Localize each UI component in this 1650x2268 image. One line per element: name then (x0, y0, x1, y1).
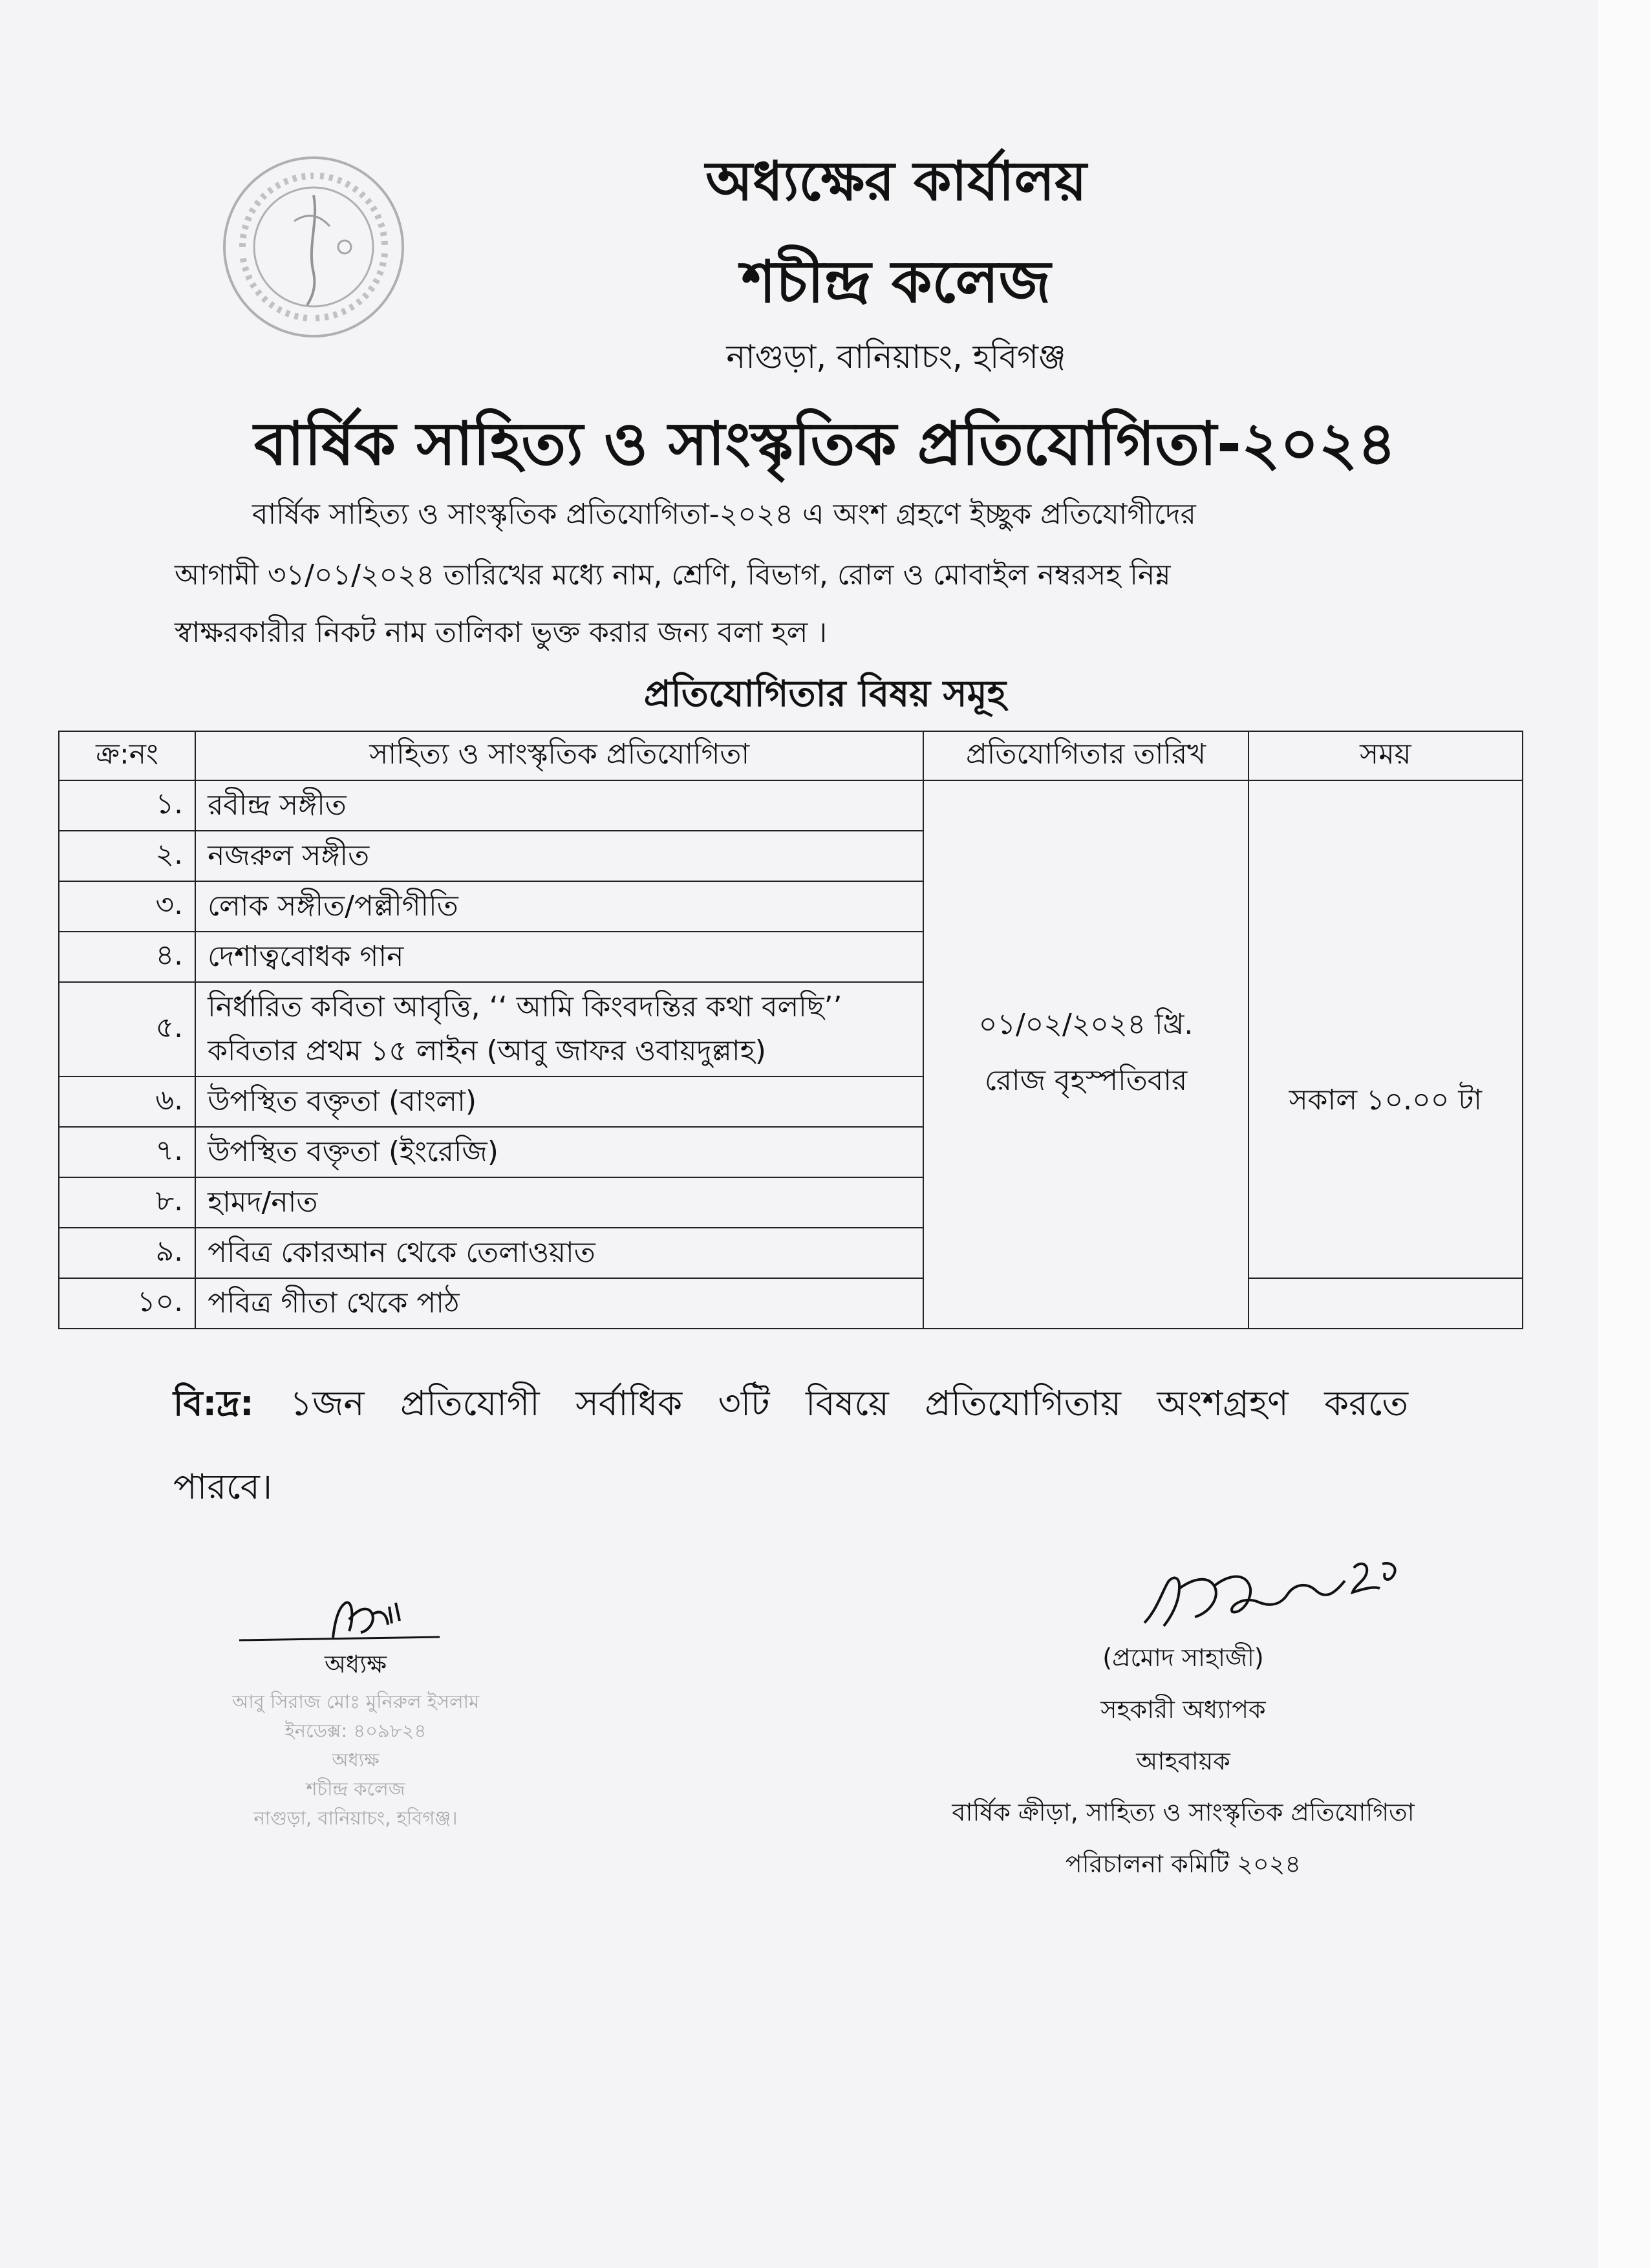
convener-signature-icon (1119, 1548, 1403, 1645)
row-competition-name (195, 780, 923, 831)
row-serial: ৩. (59, 881, 195, 932)
competition-name-line: কবিতার প্রথম ১৫ লাইন (আবু জাফর ওবায়দুল্লাহ) (208, 1034, 766, 1067)
stamp-address: নাগুড়া, বানিয়াচং, হবিগঞ্জ। (253, 1806, 458, 1829)
table-body (59, 780, 1523, 1329)
row-competition-name (195, 1127, 923, 1177)
row-competition-name (195, 1228, 923, 1278)
header-sl: ক্র:নং (59, 731, 195, 780)
notice-line-2: আগামী ৩১/০১/২০২৪ তারিখের মধ্যে নাম, শ্রেণি, বিভাগ, রোল ও মোবাইল নম্বরসহ নিম্ন (175, 559, 1171, 592)
college-name: শচীন্দ্র কলেজ (741, 248, 1051, 316)
competition-name-line: নির্ধারিত কবিতা আবৃত্তি, ‘‘ আমি কিংবদন্তির কথা বলছি’’ (208, 990, 842, 1023)
row-competition-name (195, 1076, 923, 1127)
header-time: সময় (1248, 731, 1523, 780)
competition-name-line: নজরুল সঙ্গীত (208, 839, 370, 872)
row-competition-name (195, 881, 923, 932)
note-line-1 (173, 1383, 1409, 1424)
stamp-designation: অধ্যক্ষ (332, 1748, 380, 1771)
event-title: বার্ষিক সাহিত্য ও সাংস্কৃতিক প্রতিযোগিতা-২০২৪ (253, 409, 1397, 478)
row-competition-name (195, 982, 923, 1076)
row-serial: ৭. (59, 1127, 195, 1177)
committee-line-1: বার্ষিক ক্রীড়া, সাহিত্য ও সাংস্কৃতিক প্রতিযোগিতা (952, 1798, 1415, 1827)
date-value: ০১/০২/২০২৪ খ্রি. (978, 1008, 1194, 1041)
row-serial: ৬. (59, 1076, 195, 1127)
header-competition: সাহিত্য ও সাংস্কৃতিক প্রতিযোগিতা (195, 731, 923, 780)
time-value: সকাল ১০.০০ টা (1289, 1084, 1483, 1117)
competition-name-line: লোক সঙ্গীত/পল্লীগীতি (208, 890, 458, 923)
date-weekday: রোজ বৃহস্পতিবার (984, 1064, 1188, 1097)
note-label: বি:দ্র: (173, 1383, 254, 1424)
principal-signature-icon (226, 1594, 485, 1652)
principal-stamp (149, 1687, 562, 1833)
convener-role: আহবায়ক (1136, 1746, 1230, 1775)
competition-time (1248, 780, 1523, 1278)
row-competition-name (195, 932, 923, 982)
convener-block (918, 1632, 1448, 1890)
row-serial: ৮. (59, 1177, 195, 1228)
college-address: নাগুড়া, বানিয়াচং, হবিগঞ্জ (726, 338, 1066, 376)
stamp-index: ইনডেক্স: ৪০৯৮২৪ (284, 1719, 427, 1742)
row-serial: ৫. (59, 982, 195, 1076)
note-line-2: পারবে। (173, 1466, 273, 1507)
table-row (59, 1278, 1523, 1329)
competition-name-line: পবিত্র গীতা থেকে পাঠ (208, 1287, 460, 1320)
competition-name-line: রবীন্দ্র সঙ্গীত (208, 789, 347, 822)
row-competition-name (195, 1278, 923, 1329)
row-serial: ৪. (59, 932, 195, 982)
competition-name-line: দেশাত্ববোধক গান (208, 940, 404, 973)
competition-name-line: পবিত্র কোরআন থেকে তেলাওয়াত (208, 1236, 595, 1269)
stamp-name: আবু সিরাজ মোঃ মুনিরুল ইসলাম (231, 1691, 480, 1713)
row-serial: ৯. (59, 1228, 195, 1278)
competition-name-line: উপস্থিত বক্তৃতা (ইংরেজি) (208, 1135, 498, 1168)
competition-name-line: উপস্থিত বক্তৃতা (বাংলা) (208, 1085, 477, 1118)
competition-table (58, 731, 1523, 1329)
subject-heading: প্রতিযোগিতার বিষয় সমূহ (643, 673, 1007, 715)
table-row (59, 780, 1523, 831)
stamp-college: শচীন্দ্র কলেজ (306, 1777, 405, 1800)
convener-designation: সহকারী অধ্যাপক (1100, 1695, 1266, 1724)
competition-name-line: হামদ/নাত (208, 1186, 318, 1219)
notice-line-1: বার্ষিক সাহিত্য ও সাংস্কৃতিক প্রতিযোগিতা-২০২৪ এ অংশ গ্রহণে ইচ্ছুক প্রতিযোগীদের (252, 498, 1196, 531)
header-date: প্রতিযোগিতার তারিখ (923, 731, 1248, 780)
row-competition-name (195, 831, 923, 881)
row-serial: ২. (59, 831, 195, 881)
row-serial: ১. (59, 780, 195, 831)
row-competition-name (195, 1177, 923, 1228)
table-header-row (59, 731, 1523, 780)
convener-name: (প্রমোদ সাহাজী) (1102, 1643, 1264, 1672)
principal-title: অধ্যক্ষ (324, 1650, 387, 1678)
office-title: অধ্যক্ষের কার্যালয় (705, 149, 1087, 213)
row-serial: ১০. (59, 1278, 195, 1329)
committee-line-2: পরিচালনা কমিটি ২০২৪ (1065, 1850, 1302, 1879)
note-text: ১জন প্রতিযোগী সর্বাধিক ৩টি বিষয়ে প্রতিযোগিতায় অংশগ্রহণ করতে (290, 1383, 1409, 1424)
notice-line-3: স্বাক্ষরকারীর নিকট নাম তালিকা ভুক্ত করার জন্য বলা হল । (175, 616, 828, 649)
empty-time-cell (1248, 1278, 1523, 1329)
competition-date (923, 780, 1248, 1329)
